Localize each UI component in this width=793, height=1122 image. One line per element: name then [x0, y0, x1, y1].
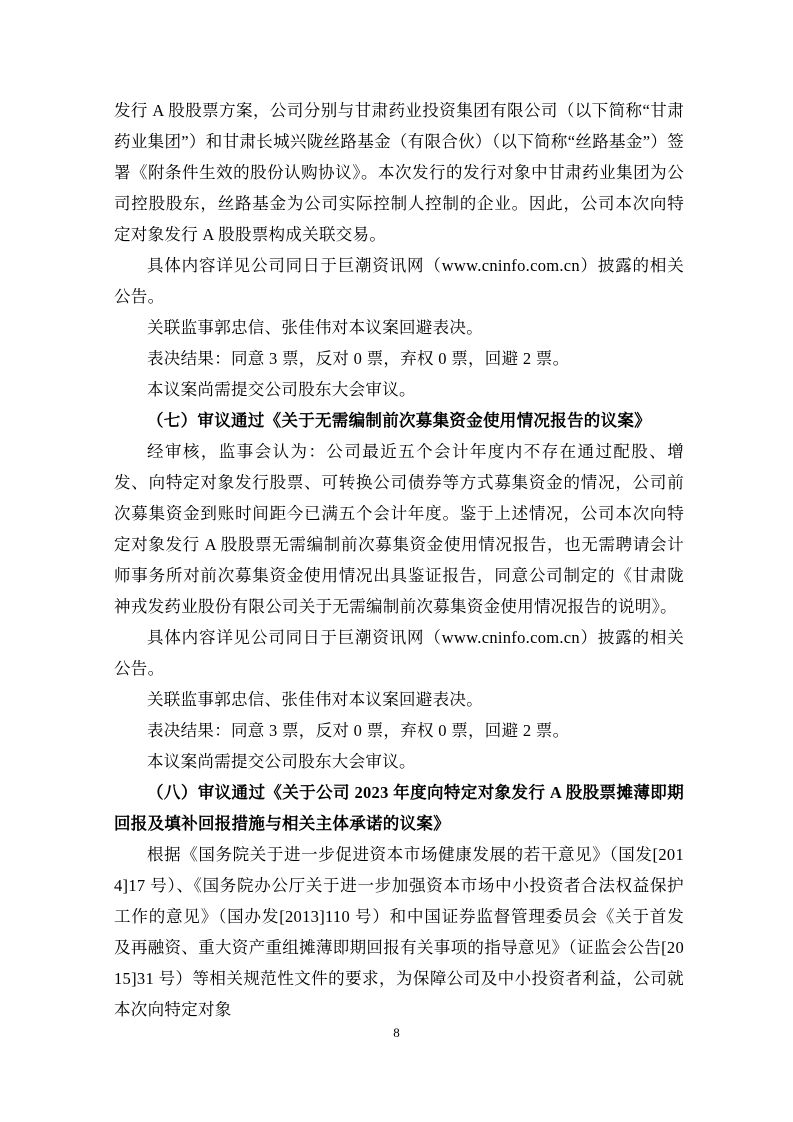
- paragraph: 关联监事郭忠信、张佳伟对本议案回避表决。: [147, 318, 483, 337]
- paragraph: 表决结果：同意 3 票，反对 0 票，弃权 0 票，回避 2 票。: [147, 349, 570, 368]
- paragraph: 发行 A 股股票方案，公司分别与甘肃药业投资集团有限公司（以下简称“甘肃药业集团”）和甘肃长城兴陇丝路基金（有限合伙）（以下简称“丝路基金”）签署《附条件生效的股份认购协议》。本次发行的发行对象中甘肃药业集团为公司控股股东，丝路基金为公司实际控制人控制的企业。因此，公司本次向特定对象发行 A 股股票构成关联交易。: [114, 101, 684, 244]
- paragraph: 本议案尚需提交公司股东大会审议。: [147, 380, 416, 399]
- page-footer: [0, 1024, 793, 1042]
- paragraph: 具体内容详见公司同日于巨潮资讯网（www.cninfo.com.cn）披露的相关公告。: [114, 628, 684, 678]
- page-number: 8: [393, 1025, 400, 1040]
- paragraph: 表决结果：同意 3 票，反对 0 票，弃权 0 票，回避 2 票。: [147, 721, 570, 740]
- paragraph: 本议案尚需提交公司股东大会审议。: [147, 752, 416, 771]
- paragraph: 根据《国务院关于进一步促进资本市场健康发展的若干意见》（国发[2014]17 号）、《国务院办公厅关于进一步加强资本市场中小投资者合法权益保护工作的意见》（国办发[2013]110 号）和中国证券监督管理委员会《关于首发及再融资、重大资产重组摊薄即期回报有关事项的指导意见》（证监会公告[2015]31 号）等相关规范性文件的要求，为保障公司及中小投资者利益，公司就本次向特定对象: [114, 845, 684, 1019]
- paragraph: 具体内容详见公司同日于巨潮资讯网（www.cninfo.com.cn）披露的相关公告。: [114, 256, 684, 306]
- document-body: [114, 95, 684, 1025]
- paragraph: 关联监事郭忠信、张佳伟对本议案回避表决。: [147, 690, 483, 709]
- section-heading: （七）审议通过《关于无需编制前次募集资金使用情况报告的议案》: [147, 411, 651, 430]
- paragraph: 经审核，监事会认为：公司最近五个会计年度内不存在通过配股、增发、向特定对象发行股票、可转换公司债券等方式募集资金的情况，公司前次募集资金到账时间距今已满五个会计年度。鉴于上述情况，公司本次向特定对象发行 A 股股票无需编制前次募集资金使用情况报告，也无需聘请会计师事务所对前次募集资金使用情况出具鉴证报告，同意公司制定的《甘肃陇神戎发药业股份有限公司关于无需编制前次募集资金使用情况报告的说明》。: [114, 442, 684, 616]
- section-heading: （八）审议通过《关于公司 2023 年度向特定对象发行 A 股股票摊薄即期回报及填补回报措施与相关主体承诺的议案》: [114, 783, 684, 833]
